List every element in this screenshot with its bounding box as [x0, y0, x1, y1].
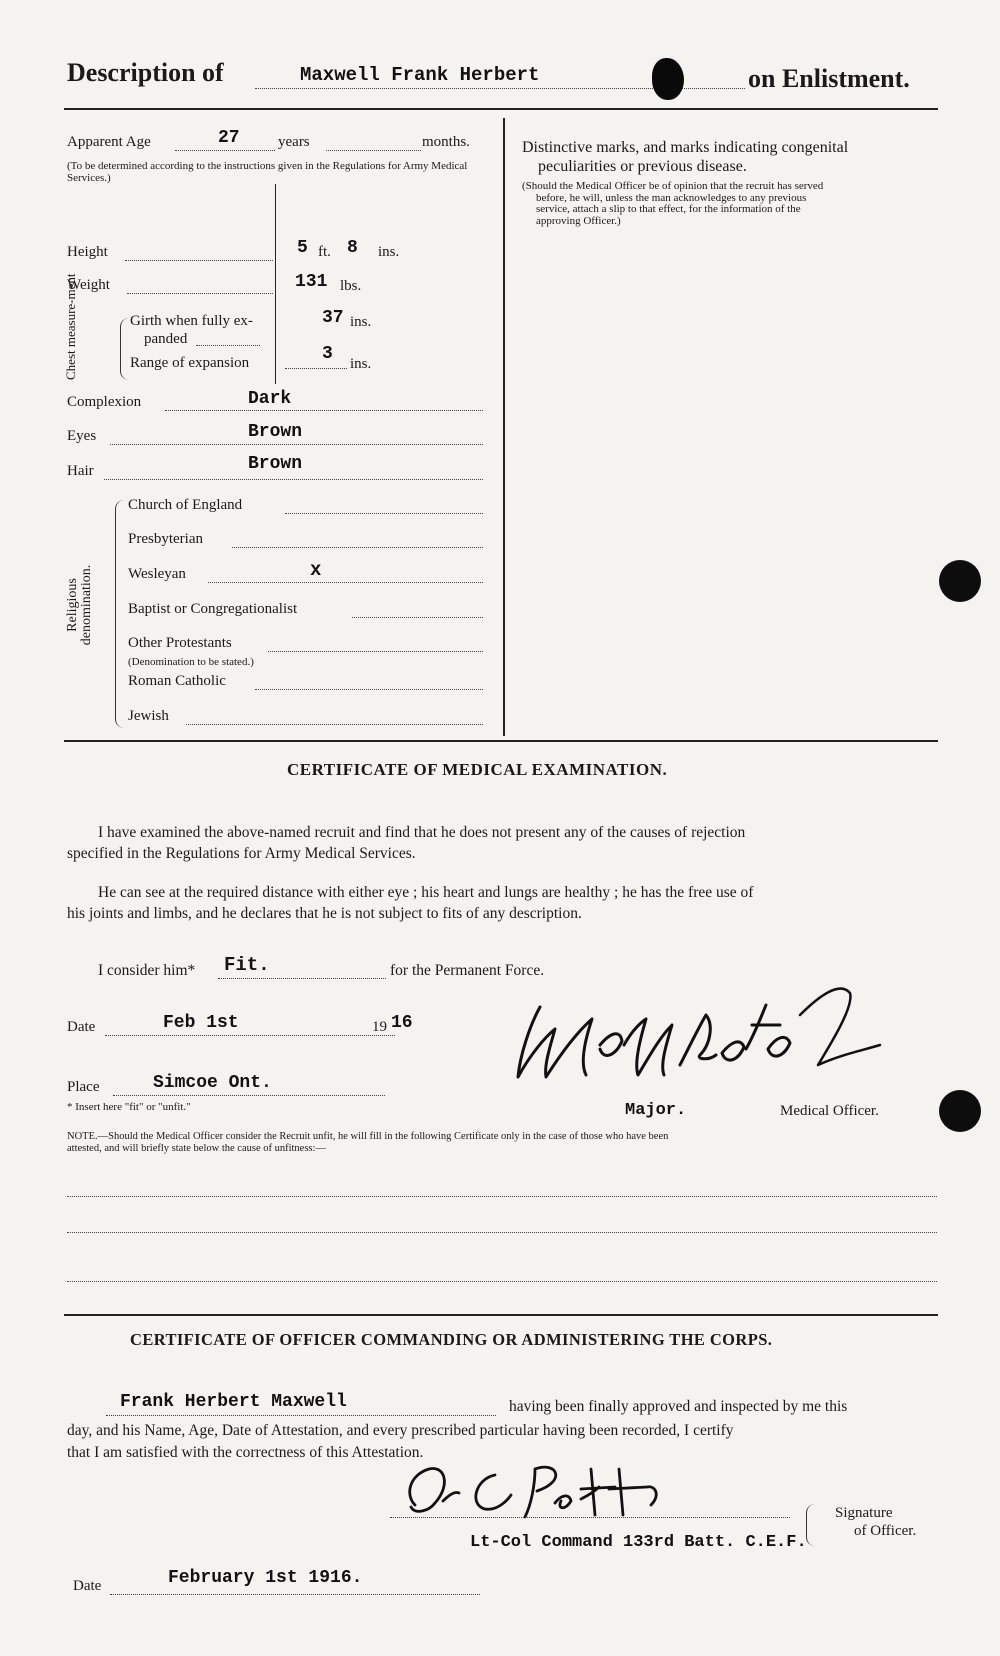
- signature-brace: [806, 1504, 815, 1546]
- commanding-officer-title: Lt-Col Command 133rd Batt. C.E.F.: [470, 1533, 807, 1552]
- eyes-value: Brown: [248, 422, 303, 442]
- weight-label: Weight: [67, 277, 110, 293]
- commanding-officer-signature: [385, 1455, 695, 1525]
- age-label: Apparent Age: [67, 134, 151, 150]
- complexion-label: Complexion: [67, 394, 142, 410]
- medical-date-value: Feb 1st: [163, 1013, 239, 1033]
- range-value: 3: [322, 344, 333, 364]
- religion-other-note: (Denomination to be stated.): [128, 656, 254, 668]
- months-label: months.: [422, 134, 470, 150]
- religion-baptist: Baptist or Congregationalist: [128, 601, 298, 617]
- header-title-left: Description of: [67, 58, 224, 87]
- complexion-value: Dark: [248, 389, 292, 409]
- ins-label: ins.: [378, 244, 400, 260]
- header-title-right: on Enlistment.: [748, 64, 910, 93]
- girth-ins-label: ins.: [350, 314, 372, 330]
- unfit-line-3: [67, 1281, 937, 1282]
- note-line1: NOTE.—Should the Medical Officer consider the Recruit unfit, he will fill in the following Certificate only in the case of those who have been: [67, 1131, 669, 1142]
- marks-note: [522, 181, 823, 227]
- commanding-line3: that I am satisfied with the correctness of this Attestation.: [67, 1444, 424, 1461]
- header-rule: [64, 108, 938, 110]
- chest-side-label: [63, 273, 78, 380]
- age-note: [67, 160, 487, 184]
- years-label: years: [278, 134, 310, 150]
- column-divider: [503, 118, 505, 736]
- marks-title: [522, 138, 848, 176]
- marks-note-line2: before, he will, unless the man acknowledges to any previous: [536, 191, 807, 204]
- section-rule-1: [64, 740, 938, 742]
- medical-year-value: 16: [391, 1013, 413, 1033]
- marks-note-line3: service, attach a slip to that effect, for the information of the: [536, 203, 801, 215]
- religion-side-label: [66, 550, 94, 660]
- hair-label: Hair: [67, 463, 94, 479]
- punch-hole-lower: [939, 1090, 981, 1132]
- range-ins-label: ins.: [350, 356, 372, 372]
- age-years-value: 27: [218, 128, 240, 148]
- note-line2: attested, and will briefly state below the cause of unfitness:—: [67, 1143, 326, 1154]
- religion-side-label-text: Religious denomination.: [65, 564, 94, 646]
- religion-wesleyan: Wesleyan: [128, 566, 186, 582]
- girth-label: [130, 312, 253, 348]
- marks-title-line2: peculiarities or previous disease.: [538, 158, 747, 175]
- commanding-date-label: Date: [73, 1578, 102, 1594]
- religion-brace: [115, 500, 124, 728]
- value-column-divider: [275, 184, 276, 384]
- consider-value: Fit.: [224, 954, 270, 976]
- marks-note-line4: approving Officer.): [536, 214, 621, 227]
- signature-label-2: of Officer.: [854, 1523, 917, 1539]
- medical-heading: CERTIFICATE OF MEDICAL EXAMINATION.: [287, 760, 668, 779]
- unfit-line-2: [67, 1232, 937, 1233]
- age-note-text: (To be determined according to the instructions given in the Regulations for Army Medical Services.): [67, 160, 468, 184]
- commanding-heading: CERTIFICATE OF OFFICER COMMANDING OR ADMINISTERING THE CORPS.: [130, 1330, 773, 1349]
- religion-wesleyan-mark: x: [310, 559, 322, 581]
- header-recruit-name: Maxwell Frank Herbert: [300, 64, 540, 86]
- insert-note: * Insert here "fit" or "unfit.": [67, 1101, 191, 1113]
- girth-value: 37: [322, 308, 344, 328]
- height-label: Height: [67, 244, 108, 260]
- medical-date-label: Date: [67, 1019, 96, 1035]
- signature-label-1: Signature: [835, 1505, 893, 1521]
- religion-jewish: Jewish: [128, 708, 169, 724]
- girth-label-line2: panded: [144, 331, 188, 347]
- commanding-line1-tail: having been finally approved and inspected by me this: [509, 1398, 848, 1415]
- ft-label: ft.: [318, 244, 331, 260]
- marks-note-line1: (Should the Medical Officer be of opinion that the recruit has served: [522, 180, 824, 192]
- marks-title-line1: Distinctive marks, and marks indicating congenital: [522, 139, 849, 156]
- commanding-date-value: February 1st 1916.: [168, 1568, 363, 1588]
- hair-value: Brown: [248, 454, 303, 474]
- medical-officer-rank: Major.: [625, 1101, 687, 1120]
- chest-side-label-text: Chest measure-ment: [63, 273, 78, 380]
- religion-other-protestants: Other Protestants: [128, 635, 232, 651]
- punch-hole-upper: [939, 560, 981, 602]
- section-rule-2: [64, 1314, 938, 1316]
- consider-tail: for the Permanent Force.: [390, 962, 545, 979]
- medical-para2-line2: his joints and limbs, and he declares that he is not subject to fits of any description.: [67, 905, 582, 922]
- religion-church-of-england: Church of England: [128, 497, 243, 513]
- medical-para1-line1: I have examined the above-named recruit and find that he does not present any of the causes of rejection: [98, 824, 746, 841]
- religion-presbyterian: Presbyterian: [128, 531, 203, 547]
- weight-value: 131: [295, 272, 328, 292]
- eyes-label: Eyes: [67, 428, 97, 444]
- girth-label-line1: Girth when fully ex-: [130, 313, 253, 329]
- range-label: Range of expansion: [130, 355, 250, 371]
- unfit-line-1: [67, 1196, 937, 1197]
- medical-place-label: Place: [67, 1079, 100, 1095]
- height-in-value: 8: [347, 238, 358, 258]
- medical-year-prefix: 19: [372, 1019, 387, 1035]
- lbs-label: lbs.: [340, 278, 362, 294]
- medical-officer-label: Medical Officer.: [780, 1103, 879, 1119]
- medical-para1-line2: specified in the Regulations for Army Medical Services.: [67, 845, 416, 862]
- redaction-mark: [652, 58, 684, 100]
- chest-brace: [120, 318, 129, 380]
- consider-label: I consider him*: [98, 962, 196, 979]
- commanding-recruit-name: Frank Herbert Maxwell: [120, 1392, 347, 1412]
- medical-officer-signature: [500, 985, 910, 1095]
- height-ft-value: 5: [297, 238, 308, 258]
- medical-place-value: Simcoe Ont.: [153, 1073, 272, 1093]
- medical-para2-line1: He can see at the required distance with either eye ; his heart and lungs are healthy ; he has the free use of: [98, 884, 754, 901]
- commanding-line2: day, and his Name, Age, Date of Attestation, and every prescribed particular having been recorded, I certify: [67, 1422, 734, 1439]
- religion-roman-catholic: Roman Catholic: [128, 673, 226, 689]
